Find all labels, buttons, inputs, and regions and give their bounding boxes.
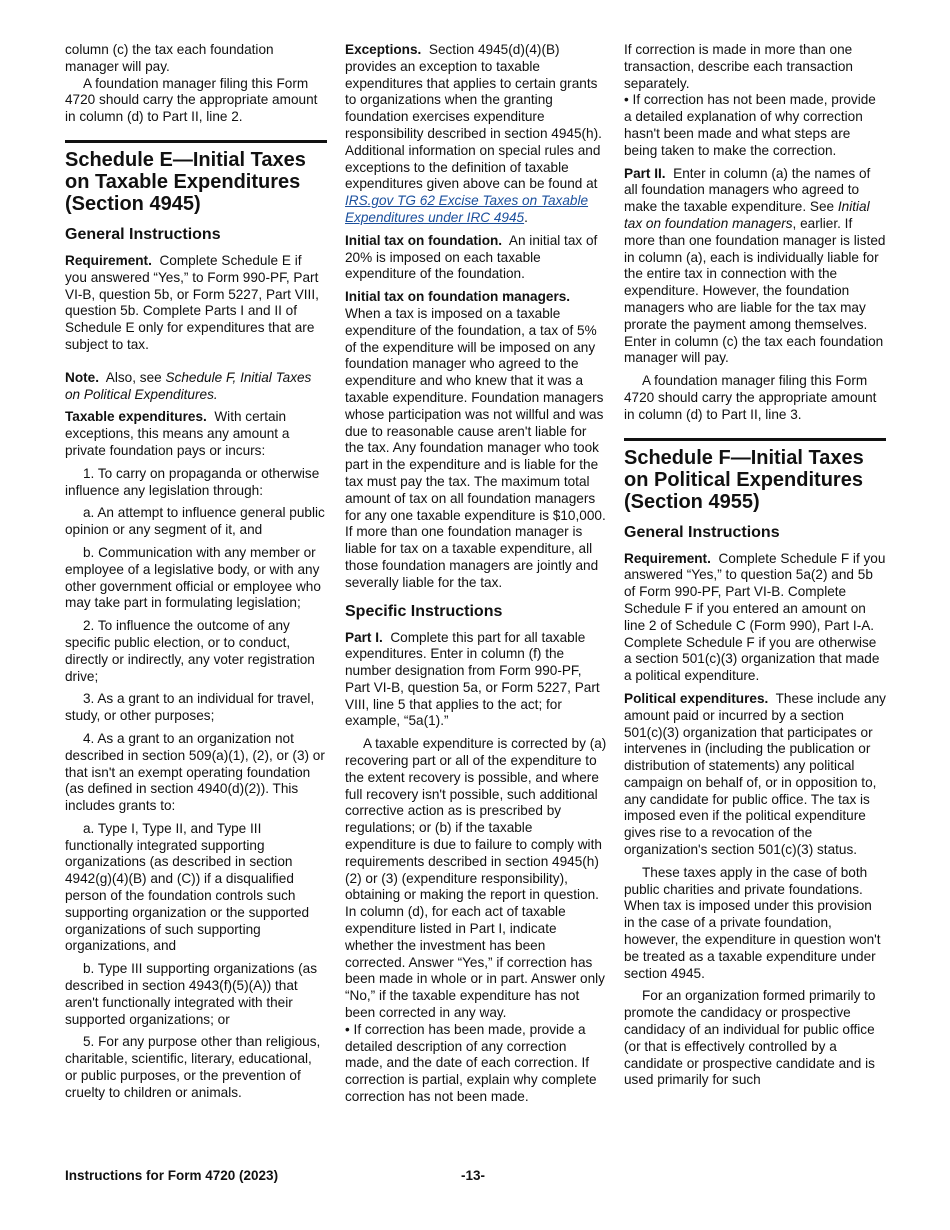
list-item-3: 3. As a grant to an individual for travel, study, or other purposes; [65, 691, 315, 724]
part-2-text-cont: , earlier. If more than one foundation manager is listed in column (a), each is individually liable for the entire tax in connection with the expenditure. However, the foundation managers who are liable for the tax may prorate the payment among themselves. Enter in column (c) the tax each foundation manager will pay. [624, 215, 886, 366]
note-text: Also, see [105, 369, 162, 385]
requirement-label: Requirement. [624, 550, 711, 566]
section-divider [65, 140, 327, 143]
intro-paragraph: column (c) the tax each foundation manager will pay. [65, 42, 274, 74]
specific-instructions-heading: Specific Instructions [345, 602, 503, 620]
irs-tg62-link[interactable]: IRS.gov TG 62 Excise Taxes on Taxable Expenditures under IRC 4945 [345, 193, 589, 225]
political-expenditures-paragraph [624, 691, 886, 859]
intro-paragraph-2: A foundation manager filing this Form 4720 should carry the appropriate amount in column (d) to Part II, line 2. [65, 75, 318, 125]
requirement-paragraph [65, 253, 327, 354]
general-instructions-heading: General Instructions [65, 225, 221, 243]
list-item-1b: b. Communication with any member or employee of a legislative body, or with any other government official or employee who may take part in formulating legislation; [65, 544, 321, 611]
taxable-text: With certain exceptions, this means any amount a private foundation pays or incurs: [65, 409, 290, 458]
part-2-paragraph [624, 166, 886, 368]
initial-tax-managers-label: Initial tax on foundation managers. [345, 289, 571, 305]
schedule-e-title: Schedule E—Initial Taxes on Taxable Expenditures (Section 4945) [65, 148, 306, 215]
section-divider [624, 438, 886, 441]
note-reference: Schedule F, Initial Taxes on Political Expenditures. [65, 369, 312, 402]
exceptions-text: Section 4945(d)(4)(B) provides an exception to taxable expenditures that applies to certain grants to organizations when the granting foundation exercises expenditure responsibility described in section 4945(h). Additional information on special rules and exceptions to the definition of taxable expenditures given above can be found at [345, 42, 602, 192]
initial-tax-foundation-text: An initial tax of 20% is imposed on each taxable expenditure of the foundation. [345, 232, 598, 282]
initial-tax-foundation-label: Initial tax on foundation. [345, 232, 503, 248]
part-1-label: Part I. [345, 629, 383, 645]
part-1-paragraph [345, 630, 607, 731]
part-2-text: Enter in column (a) the names of all foundation managers who agreed to make the taxable expenditure. See [624, 165, 871, 215]
page-number: -13- [461, 1168, 486, 1183]
footer-form-title: Instructions for Form 4720 (2023) [65, 1168, 279, 1183]
part-1-text: Complete this part for all taxable expenditures. Enter in column (f) the number designation from Form 990-PF, Part VI-B, question 5a, or Form 5227, Part VIII, line 5 that applies to the act; for example, “5a(1).” [345, 629, 600, 729]
exceptions-paragraph [345, 42, 607, 227]
note-paragraph [65, 370, 327, 404]
requirement-label: Requirement. [65, 252, 152, 268]
bullet-correction-not-made: • If correction has not been made, provide a detailed explanation of why correction hasn't been made and what steps are being taken to make the correction. [624, 92, 876, 158]
list-item-4: 4. As a grant to an organization not described in section 509(a)(1), (2), or (3) or that isn't an exempt operating foundation (as defined in section 4940(d)(2)). This includes grants to: [65, 730, 325, 814]
column-2 [345, 42, 607, 1112]
political-expenditures-label: Political expenditures. [624, 690, 769, 706]
list-item-4b: b. Type III supporting organizations (as described in section 4943(f)(5)(A)) that aren't functionally integrated with their supported organizations; or [65, 961, 318, 1027]
taxable-label: Taxable expenditures. [65, 409, 207, 425]
schedule-f-title: Schedule F—Initial Taxes on Political Expenditures (Section 4955) [624, 446, 864, 513]
note-label: Note. [65, 369, 99, 385]
bullet-correction-made: • If correction has been made, provide a detailed description of any correction made, and the date of each correction. If correction is partial, explain why complete correction has not been made. [345, 1021, 597, 1105]
political-expenditures-text: These include any amount paid or incurred by a section 501(c)(3) organization that participates or intervenes in (including the publication or distribution of statements) any political campaign on behalf of, or in opposition to, any candidate for public office. The tax is imposed even if the political expenditure gives rise to a revocation of the organization's section 501(c)(3) status. [624, 690, 886, 858]
list-item-4a: a. Type I, Type II, and Type III functionally integrated supporting organizations (as described in section 4942(g)(4)(B) and (C)) if a disqualified person of the foundation controls such supporting organization or the supported organizations of such supporting organizations, and [65, 820, 310, 954]
exceptions-label: Exceptions. [345, 42, 422, 57]
exceptions-end: . [524, 209, 528, 225]
list-item-5: 5. For any purpose other than religious, charitable, scientific, literary, educational, or public purposes, or the prevention of cruelty to children or animals. [65, 1034, 321, 1100]
requirement-text: Complete Schedule E if you answered “Yes,” to Form 990-PF, Part VI-B, question 5b, or Form 5227, Part VIII, question 5b. Complete Parts I and II of Schedule E only for expenditures that are subject to tax. [65, 252, 319, 352]
organization-formed-paragraph: For an organization formed primarily to promote the candidacy or prospective candidacy of an individual for public office (or that is effectively controlled by a candidate or prospective candidate and is used primarily for such [624, 988, 876, 1088]
correction-paragraph: A taxable expenditure is corrected by (a) recovering part or all of the expenditure to the extent recovery is possible, and where full recovery isn't possible, such additional corrective action as is prescribed by regulations; or (b) if the taxable expenditure is due to failure to comply with requirements described in section 4945(h)(2) or (3) (expenditure responsibility), obtaining or making the report in question. In column (d), for each act of taxable expenditure listed in Part I, indicate whether the investment has been corrected. Answer “Yes,” if correction has been made in whole or in part. Answer only “No,” if the taxable expenditure has not been corrected in any way. [345, 736, 607, 1021]
column-1 [65, 42, 327, 1108]
requirement-text: Complete Schedule F if you answered “Yes,” to question 5a(2) and 5b of Form 990-PF, Part VI-B. Complete Schedule F if you entered an amount on line 2 of Schedule C (Form 990), Part I-A. Complete Schedule F if you are otherwise a section 501(c)(3) organization that made a political expenditure. [624, 550, 886, 684]
list-item-1: 1. To carry on propaganda or otherwise influence any legislation through: [65, 465, 320, 498]
initial-tax-managers-paragraph [345, 289, 607, 591]
initial-tax-foundation-paragraph [345, 233, 607, 283]
list-item-2: 2. To influence the outcome of any specific public election, or to conduct, directly or indirectly, any voter registration drive; [65, 618, 315, 684]
page-footer [65, 1168, 886, 1186]
taxable-expenditures-paragraph [65, 409, 327, 459]
continued-paragraph: If correction is made in more than one transaction, describe each transaction separately. [624, 42, 853, 91]
carry-amount-paragraph: A foundation manager filing this Form 4720 should carry the appropriate amount in column (d) to Part II, line 3. [624, 373, 877, 422]
list-item-1a: a. An attempt to influence general public opinion or any segment of it, and [65, 505, 325, 538]
initial-tax-managers-text: When a tax is imposed on a taxable expenditure of the foundation, a tax of 5% of the expenditure will be imposed on any foundation manager who agreed to the expenditure and who knew that it was a taxable expenditure. Foundation managers whose participation was not willful and was due to reasonable cause aren't liable for the tax. Any foundation manager who took part in the expenditure and is liable for the tax must pay the tax. The maximum total amount of tax on all foundation managers for any one taxable expenditure is $10,000. If more than one foundation manager is liable for tax on a taxable expenditure, all those foundation managers are jointly and severally liable for the tax. [345, 305, 606, 590]
part-2-reference: Initial tax on foundation managers [624, 199, 870, 231]
part-2-label: Part II. [624, 165, 666, 181]
column-3 [624, 42, 886, 1095]
general-instructions-heading: General Instructions [624, 523, 780, 541]
taxes-apply-paragraph: These taxes apply in the case of both public charities and private foundations. When tax is imposed under this provision in the case of a private foundation, however, the expenditure in question won't be treated as a taxable expenditure under section 4945. [624, 864, 881, 981]
requirement-paragraph [624, 551, 886, 685]
